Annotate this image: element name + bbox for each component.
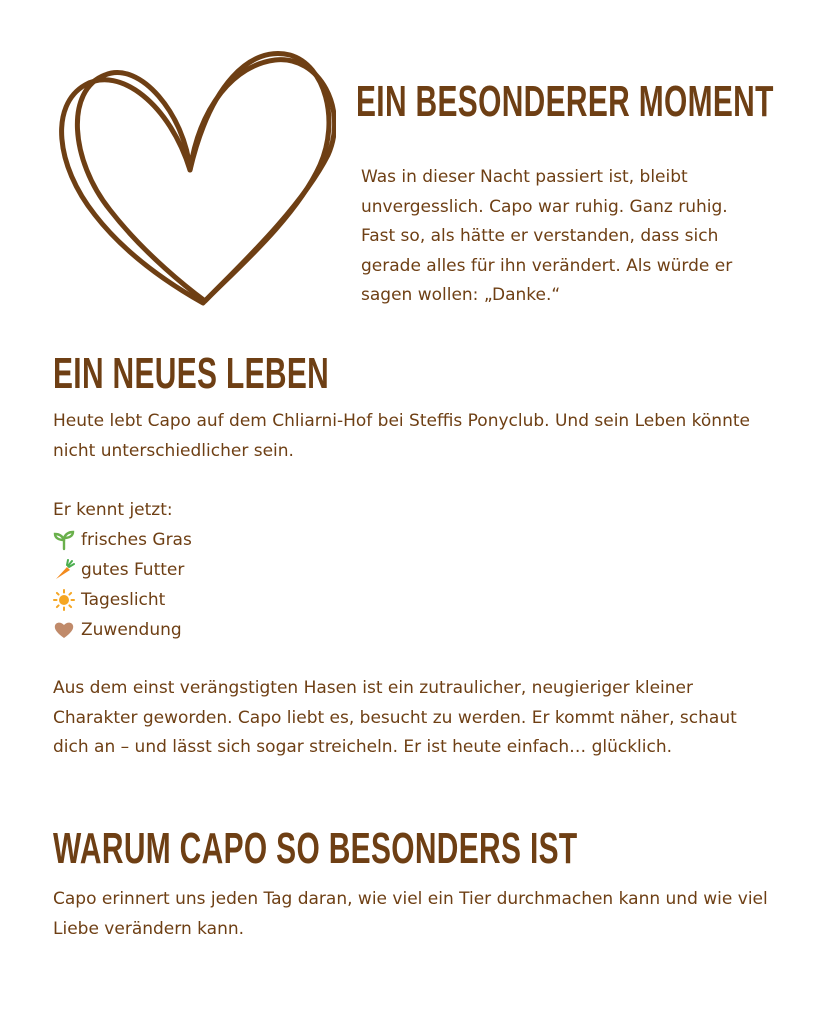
neues-leben-intro: Heute lebt Capo auf dem Chliarni-Hof bei Steffis Ponyclub. Und sein Leben könnte nicht unterschiedlicher sein.	[53, 411, 750, 461]
list-item	[53, 525, 192, 555]
list-item	[53, 615, 192, 645]
brown-heart-icon	[53, 619, 75, 641]
heading-besonderer-moment: EIN BESONDERER MOMENT	[356, 77, 774, 126]
list-item	[53, 585, 192, 615]
sun-icon	[53, 589, 75, 611]
list-item-label: gutes Futter	[81, 560, 185, 580]
list-item-label: frisches Gras	[81, 530, 192, 550]
list-item-label: Tageslicht	[81, 590, 166, 610]
list-item-label: Zuwendung	[81, 620, 182, 640]
benefits-list	[53, 525, 192, 645]
heading-neues-leben: EIN NEUES LEBEN	[53, 349, 330, 398]
neues-leben-closing: Aus dem einst verängstigten Hasen ist ein zutraulicher, neugieriger kleiner Charakter geworden. Capo liebt es, besucht zu werden. Er kommt näher, schaut dich an – und lässt sich sogar streicheln. Er ist heute einfach… glücklich.	[53, 678, 737, 757]
moment-paragraph: Was in dieser Nacht passiert ist, bleibt unvergesslich. Capo war ruhig. Ganz ruhig. Fast so, als hätte er verstanden, dass sich gerade alles für ihn verändert. Als würde er sagen wollen: „Danke.“	[361, 167, 733, 305]
carrot-icon	[53, 559, 75, 581]
heart-outline-icon	[50, 45, 336, 307]
warum-capo-paragraph: Capo erinnert uns jeden Tag daran, wie viel ein Tier durchmachen kann und wie viel Liebe verändern kann.	[53, 889, 768, 939]
list-intro: Er kennt jetzt:	[53, 500, 173, 520]
heading-warum-capo: WARUM CAPO SO BESONDERS IST	[53, 824, 578, 873]
seedling-icon	[53, 529, 75, 551]
list-item	[53, 555, 192, 585]
